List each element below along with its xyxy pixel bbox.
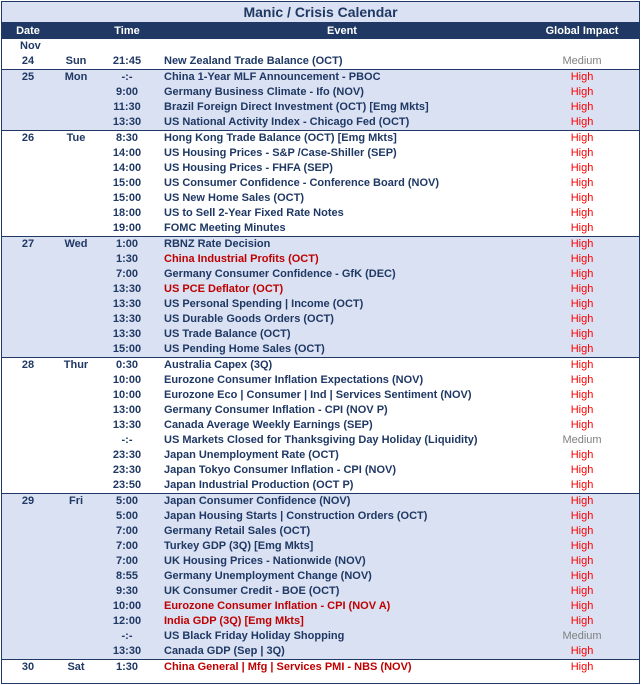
event-cell: Germany Unemployment Change (NOV) (164, 570, 372, 582)
time-cell: -:- (121, 434, 133, 446)
impact-cell: High (570, 177, 594, 189)
impact-cell: High (570, 238, 594, 250)
event-cell: US Trade Balance (OCT) (164, 328, 291, 340)
impact-cell: High (570, 116, 594, 128)
event-cell: Brazil Foreign Direct Investment (OCT) [Emg Mkts] (164, 101, 429, 113)
event-row (2, 584, 639, 599)
event-row (2, 493, 639, 509)
event-row (2, 191, 639, 206)
day-cell: Sun (65, 55, 87, 67)
date-cell: 26 (21, 132, 35, 144)
event-cell: Germany Retail Sales (OCT) (164, 525, 311, 537)
impact-cell: High (570, 374, 594, 386)
impact-cell: High (570, 132, 594, 144)
time-cell: 13:30 (112, 419, 142, 431)
impact-cell: High (570, 449, 594, 461)
date-cell: 25 (21, 71, 35, 83)
calendar-title: Manic / Crisis Calendar (2, 2, 639, 23)
impact-cell: High (570, 298, 594, 310)
event-rows (2, 54, 639, 675)
event-row (2, 629, 639, 644)
time-cell: 7:00 (115, 268, 139, 280)
impact-cell: High (570, 162, 594, 174)
impact-cell: High (570, 359, 594, 371)
event-cell: US Durable Goods Orders (OCT) (164, 313, 334, 325)
date-cell: 28 (21, 359, 35, 371)
time-cell: 8:30 (115, 132, 139, 144)
event-cell: Australia Capex (3Q) (164, 359, 273, 371)
time-cell: -:- (121, 71, 133, 83)
event-cell: UK Consumer Credit - BOE (OCT) (164, 585, 340, 597)
time-cell: 11:30 (113, 101, 141, 113)
event-row (2, 599, 639, 614)
event-row (2, 297, 639, 312)
time-cell: 10:00 (112, 374, 142, 386)
event-cell: Turkey GDP (3Q) [Emg Mkts] (164, 540, 314, 552)
impact-cell: High (570, 525, 594, 537)
event-row (2, 388, 639, 403)
impact-cell: High (570, 86, 594, 98)
impact-cell: High (570, 661, 594, 673)
event-row (2, 69, 639, 85)
time-cell: 23:30 (112, 464, 142, 476)
date-cell: 27 (21, 238, 35, 250)
event-row (2, 100, 639, 115)
event-row (2, 221, 639, 236)
event-cell: Eurozone Consumer Inflation Expectations (NOV) (164, 374, 424, 386)
time-header: Time (GMT) (111, 25, 143, 53)
impact-header: Global Impact Potential (545, 25, 619, 53)
time-cell: 19:00 (112, 222, 142, 234)
event-cell: Germany Business Climate - Ifo (NOV) (164, 86, 364, 98)
event-cell: FOMC Meeting Minutes (164, 222, 286, 234)
event-cell: Japan Tokyo Consumer Inflation - CPI (NOV) (164, 464, 397, 476)
event-row (2, 614, 639, 629)
event-cell: US Housing Prices - S&P /Case-Shiller (SEP) (164, 147, 397, 159)
event-cell: US Housing Prices - FHFA (SEP) (164, 162, 333, 174)
impact-cell: High (570, 419, 594, 431)
event-cell: US Consumer Confidence - Conference Board (NOV) (164, 177, 440, 189)
time-cell: 23:30 (112, 449, 142, 461)
event-row (2, 403, 639, 418)
time-cell: 13:00 (112, 404, 142, 416)
day-cell: Wed (64, 238, 88, 250)
event-row (2, 267, 639, 282)
day-cell: Sat (67, 661, 85, 673)
day-cell: Thur (63, 359, 89, 371)
impact-cell: High (570, 479, 594, 491)
event-cell: China 1-Year MLF Announcement - PBOC (164, 71, 381, 83)
event-cell: US Black Friday Holiday Shopping (164, 630, 345, 642)
event-cell: Japan Housing Starts | Construction Orders (OCT) (164, 510, 428, 522)
impact-cell: High (570, 328, 594, 340)
impact-cell: High (570, 404, 594, 416)
impact-cell: High (570, 268, 594, 280)
event-cell: New Zealand Trade Balance (OCT) (164, 55, 343, 67)
event-row (2, 176, 639, 191)
time-cell: 7:00 (115, 525, 139, 537)
time-cell: 8:55 (115, 570, 139, 582)
impact-cell: High (570, 464, 594, 476)
event-row (2, 342, 639, 357)
event-cell: Eurozone Eco | Consumer | Ind | Services Sentiment (NOV) (164, 389, 472, 401)
time-cell: 9:30 (115, 585, 139, 597)
event-cell: China Industrial Profits (OCT) (164, 253, 319, 265)
time-cell: 13:30 (112, 313, 142, 325)
event-row (2, 478, 639, 493)
event-cell: Hong Kong Trade Balance (OCT) [Emg Mkts] (164, 132, 397, 144)
impact-cell: High (570, 389, 594, 401)
time-cell: 13:30 (112, 298, 142, 310)
event-row (2, 644, 639, 659)
event-cell: US to Sell 2-Year Fixed Rate Notes (164, 207, 344, 219)
impact-cell: High (570, 222, 594, 234)
calendar-table (1, 1, 640, 684)
time-cell: 9:00 (115, 86, 139, 98)
time-cell: 13:30 (112, 328, 142, 340)
impact-cell: High (570, 600, 594, 612)
event-row (2, 115, 639, 130)
event-row (2, 312, 639, 327)
time-cell: 23:50 (112, 479, 142, 491)
impact-cell: High (570, 207, 594, 219)
date-cell: 30 (21, 661, 35, 673)
time-cell: 5:00 (115, 495, 139, 507)
event-row (2, 206, 639, 221)
event-row (2, 524, 639, 539)
time-cell: 13:30 (112, 645, 142, 657)
time-cell: 5:00 (115, 510, 139, 522)
time-cell: -:- (121, 630, 133, 642)
impact-cell: High (570, 192, 594, 204)
event-row (2, 327, 639, 342)
impact-cell: High (570, 147, 594, 159)
event-row (2, 85, 639, 100)
event-row (2, 282, 639, 297)
month-label-row (2, 39, 639, 54)
day-cell: Fri (68, 495, 84, 507)
event-row (2, 433, 639, 448)
event-row (2, 54, 639, 69)
impact-cell: High (570, 585, 594, 597)
event-row (2, 130, 639, 146)
event-row (2, 569, 639, 584)
event-cell: US Markets Closed for Thanksgiving Day Holiday (Liquidity) (164, 434, 478, 446)
event-cell: US Personal Spending | Income (OCT) (164, 298, 364, 310)
event-row (2, 252, 639, 267)
event-cell: RBNZ Rate Decision (164, 238, 271, 250)
time-cell: 14:00 (112, 147, 142, 159)
time-cell: 1:00 (115, 238, 139, 250)
event-cell: Japan Industrial Production (OCT P) (164, 479, 354, 491)
event-header: Event (327, 25, 357, 37)
time-cell: 15:00 (112, 192, 142, 204)
event-cell: China General | Mfg | Services PMI - NBS (NOV) (164, 661, 412, 673)
time-cell: 15:00 (112, 343, 142, 355)
event-row (2, 161, 639, 176)
event-row (2, 146, 639, 161)
impact-cell: High (570, 101, 594, 113)
event-cell: US New Home Sales (OCT) (164, 192, 304, 204)
time-cell: 7:00 (115, 540, 139, 552)
impact-cell: Medium (562, 55, 602, 67)
event-cell: UK Housing Prices - Nationwide (NOV) (164, 555, 366, 567)
time-cell: 21:45 (112, 55, 142, 67)
impact-cell: High (570, 540, 594, 552)
month-label: Nov (20, 40, 41, 52)
event-cell: Germany Consumer Inflation - CPI (NOV P) (164, 404, 388, 416)
time-cell: 10:00 (112, 600, 142, 612)
impact-cell: High (570, 510, 594, 522)
impact-cell: Medium (562, 630, 602, 642)
day-cell: Tue (66, 132, 86, 144)
impact-cell: High (570, 283, 594, 295)
impact-cell: Medium (562, 434, 602, 446)
event-row (2, 418, 639, 433)
impact-cell: High (570, 570, 594, 582)
event-row (2, 659, 639, 675)
time-cell: 13:30 (112, 283, 142, 295)
event-row (2, 373, 639, 388)
event-row (2, 509, 639, 524)
event-cell: Canada GDP (Sep | 3Q) (164, 645, 285, 657)
event-cell: Eurozone Consumer Inflation - CPI (NOV A) (164, 600, 391, 612)
event-cell: Canada Average Weekly Earnings (SEP) (164, 419, 373, 431)
event-row (2, 463, 639, 478)
event-cell: India GDP (3Q) [Emg Mkts] (164, 615, 304, 627)
event-row (2, 448, 639, 463)
impact-cell: High (570, 253, 594, 265)
event-row (2, 539, 639, 554)
event-cell: US National Activity Index - Chicago Fed (OCT) (164, 116, 410, 128)
event-cell: US Pending Home Sales (OCT) (164, 343, 325, 355)
time-cell: 10:00 (112, 389, 142, 401)
time-cell: 14:00 (112, 162, 142, 174)
event-cell: Japan Consumer Confidence (NOV) (164, 495, 351, 507)
date-header: Date (16, 25, 40, 37)
event-row (2, 554, 639, 569)
event-cell: Germany Consumer Confidence - GfK (DEC) (164, 268, 396, 280)
impact-cell: High (570, 495, 594, 507)
time-cell: 15:00 (112, 177, 142, 189)
time-cell: 7:00 (115, 555, 139, 567)
impact-cell: High (570, 555, 594, 567)
date-cell: 24 (21, 55, 35, 67)
time-cell: 13:30 (112, 116, 142, 128)
event-row (2, 357, 639, 373)
impact-cell: High (570, 71, 594, 83)
time-cell: 18:00 (112, 207, 142, 219)
time-cell: 1:30 (115, 253, 139, 265)
event-cell: US PCE Deflator (OCT) (164, 283, 284, 295)
impact-cell: High (570, 645, 594, 657)
day-cell: Mon (64, 71, 88, 83)
event-row (2, 236, 639, 252)
time-cell: 12:00 (112, 615, 142, 627)
date-cell: 29 (21, 495, 35, 507)
impact-cell: High (570, 313, 594, 325)
time-cell: 1:30 (115, 661, 139, 673)
impact-cell: High (570, 343, 594, 355)
time-cell: 0:30 (115, 359, 139, 371)
impact-cell: High (570, 615, 594, 627)
event-cell: Japan Unemployment Rate (OCT) (164, 449, 339, 461)
